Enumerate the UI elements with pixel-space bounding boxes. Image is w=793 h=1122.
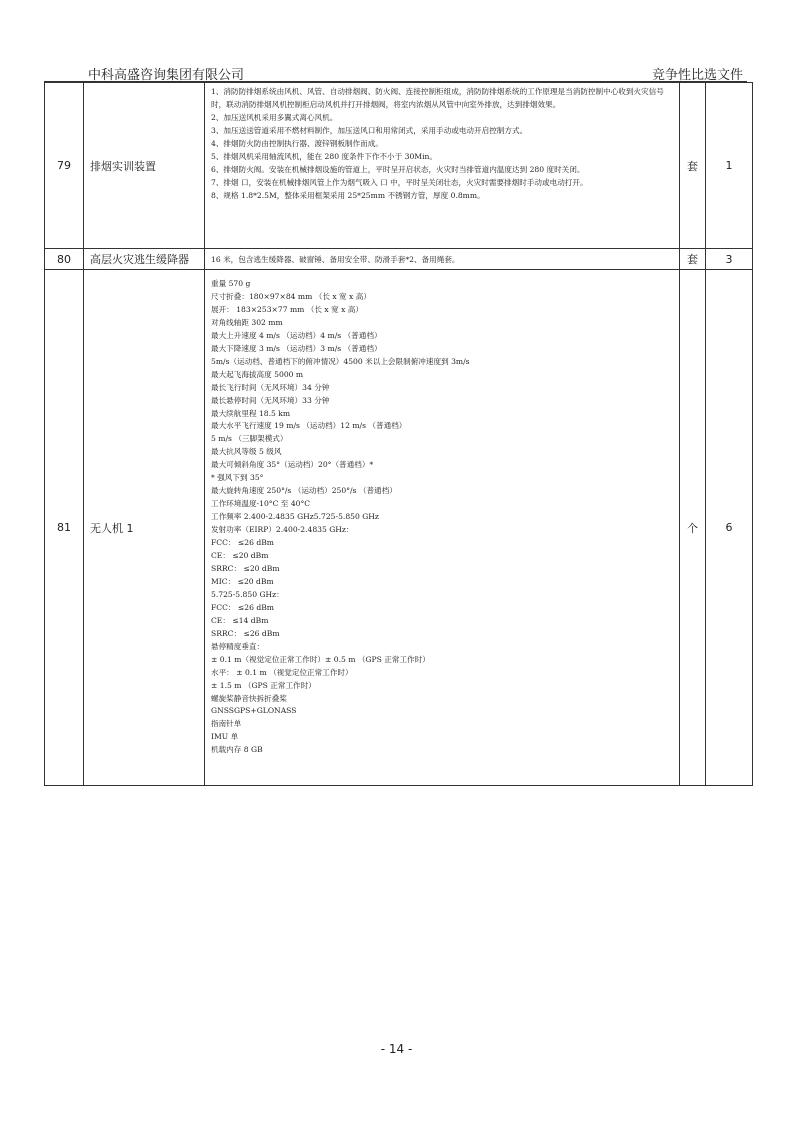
item-unit: 个 xyxy=(680,270,706,786)
item-spec xyxy=(205,249,680,270)
spec-line: 展开： 183×253×77 mm （长 x 宽 x 高） xyxy=(211,304,363,314)
spec-line: 6、排烟防火阀。安装在机械排烟设施的管道上，平时呈开启状态，火灾时当排管道内温度达到 280 度时关闭。 xyxy=(211,165,585,174)
spec-table xyxy=(44,82,753,786)
spec-line: * 强风下到 35° xyxy=(211,473,264,483)
spec-line: 5.725-5.850 GHz： xyxy=(211,589,284,599)
spec-line: 16 米，包含逃生缓降器、破窗锤、备用安全带、防滑手套*2、备用绳套。 xyxy=(211,254,460,264)
spec-line: FCC： ≤26 dBm xyxy=(211,538,274,548)
spec-line: 最大抗风等级 5 级风 xyxy=(211,447,282,457)
spec-line: ± 1.5 m （GPS 正常工作时） xyxy=(211,680,316,690)
spec-line: 最大起飞海拔高度 5000 m xyxy=(211,369,304,379)
spec-line: 最长悬停时间（无风环境）33 分钟 xyxy=(211,395,330,405)
item-unit: 套 xyxy=(680,249,706,270)
document-type: 竞争性比选文件 xyxy=(651,68,743,83)
item-number: 79 xyxy=(45,83,84,249)
spec-line: ± 0.1 m（视觉定位正常工作时）± 0.5 m （GPS 正常工作时） xyxy=(211,654,430,664)
page-number: - 14 - xyxy=(380,1042,413,1056)
item-unit: 套 xyxy=(680,83,706,249)
item-spec xyxy=(205,270,680,786)
spec-line: 2、加压送风机采用多翼式离心风机。 xyxy=(211,113,338,122)
spec-line: 悬停精度垂直： xyxy=(211,641,265,651)
item-name: 无人机 1 xyxy=(84,270,205,786)
spec-line: FCC： ≤26 dBm xyxy=(211,602,274,612)
item-quantity: 3 xyxy=(706,249,753,270)
spec-line: 最大水平飞行速度 19 m/s （运动档）12 m/s （普通档） xyxy=(211,421,407,431)
spec-line: 最大续航里程 18.5 km xyxy=(211,408,291,418)
spec-line: 4、排烟防火防由控制执行器、渡锌钢板制作而成。 xyxy=(211,139,383,148)
spec-line: 3、加压送送管道采用不燃材料制作，加压送风口和用常闭式，采用手动或电动开启控制方式。 xyxy=(211,126,528,135)
item-quantity: 6 xyxy=(706,270,753,786)
spec-line: SRRC： ≤26 dBm xyxy=(211,628,280,638)
spec-line: 5、排烟风机采用轴流风机，能在 280 度条件下作不小于 30Min。 xyxy=(211,152,437,161)
spec-line: 尺寸折叠：180×97×84 mm （长 x 宽 x 高） xyxy=(211,291,371,301)
spec-line: 最大旋转角速度 250°/s （运动档）250°/s （普通档） xyxy=(211,486,397,496)
spec-line: 工作频率 2.400-2.4835 GHz5.725-5.850 GHz xyxy=(211,512,379,522)
table-row xyxy=(45,270,753,786)
item-quantity: 1 xyxy=(706,83,753,249)
spec-line: 最长飞行时间（无风环境）34 分钟 xyxy=(211,382,330,392)
spec-line: 机载内存 8 GB xyxy=(211,745,263,755)
spec-line: 螺旋桨静音快拆折叠桨 xyxy=(211,693,287,703)
spec-line: 对角线轴距 302 mm xyxy=(211,317,283,327)
spec-line: MIC： ≤20 dBm xyxy=(211,576,274,586)
spec-line: 指南针单 xyxy=(211,719,242,729)
spec-line: CE： ≤14 dBm xyxy=(211,615,269,625)
spec-line: IMU 单 xyxy=(211,732,239,742)
spec-line: 工作环境温度-10°C 至 40°C xyxy=(211,499,311,509)
spec-line: 8、规格 1.8*2.5M，整体采用框架采用 25*25mm 不锈钢方管，厚度 0.8mm。 xyxy=(211,191,485,200)
spec-line: GNSSGPS+GLONASS xyxy=(211,706,297,716)
spec-line: 重量 570 g xyxy=(211,279,251,288)
item-number: 80 xyxy=(45,249,84,270)
spec-line: 5 m/s （三脚架模式） xyxy=(211,434,288,444)
table-row xyxy=(45,83,753,249)
spec-line: 最大上升速度 4 m/s （运动档）4 m/s （普通档） xyxy=(211,330,382,340)
spec-line: 水平： ± 0.1 m （视觉定位正常工作时） xyxy=(211,667,353,677)
item-name: 排烟实训装置 xyxy=(84,83,205,249)
spec-line: SRRC： ≤20 dBm xyxy=(211,563,280,573)
spec-line: 最大下降速度 3 m/s （运动档）3 m/s （普通档） xyxy=(211,343,382,353)
spec-line: CE： ≤20 dBm xyxy=(211,551,269,561)
spec-line: 最大可倾斜角度 35°（运动档）20°（普通档）* xyxy=(211,460,374,470)
spec-line: 发射功率（EIRP）2.400-2.4835 GHz： xyxy=(211,525,354,535)
company-name: 中科高盛咨询集团有限公司 xyxy=(88,68,245,83)
item-number: 81 xyxy=(45,270,84,786)
spec-line: 5m/s（运动档、普通档下的俯冲情况）4500 米以上会限制俯冲速度到 3m/s xyxy=(211,356,470,366)
table-row xyxy=(45,249,753,270)
item-name: 高层火灾逃生缓降器 xyxy=(84,249,205,270)
spec-line: 1、消防防排烟系统由风机、风管、自动排烟阀、防火阀、连接控制柜组成，消防防排烟系统的工作原理是当消防控制中心收到火灾信号时，联动消防排烟风机控制柜启动风机并打开排烟阀，将室内浓烟从风管中向室外排放，达到排烟效果。 xyxy=(211,87,664,109)
spec-line: 7、排烟 口，安装在机械排烟风管上作为烟气吸入 口 中，平时呈关闭壮态，火灾时需要排烟时手动或电动打开。 xyxy=(211,178,588,187)
item-spec xyxy=(205,83,680,249)
